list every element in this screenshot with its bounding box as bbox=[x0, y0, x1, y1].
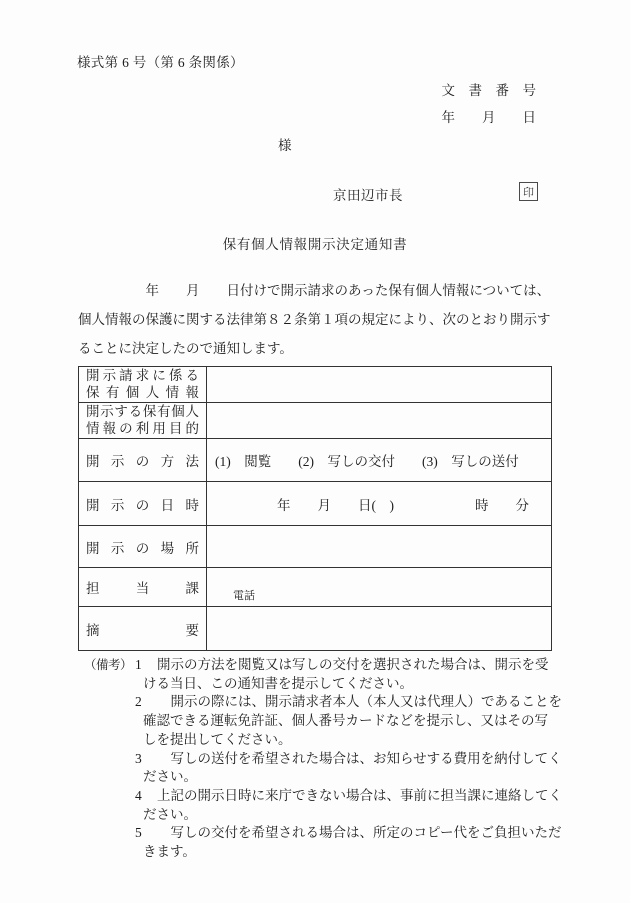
note-number: 1 bbox=[135, 657, 142, 672]
notes-section bbox=[78, 656, 570, 862]
row-value: 年 月 日( ) 時 分 bbox=[207, 482, 552, 526]
row-label: 開示請求に係る 保有個人情報 bbox=[79, 367, 207, 403]
row-label: 開示する保有個人 情報の利用目的 bbox=[79, 403, 207, 439]
note-number: 3 bbox=[135, 750, 142, 766]
note-item bbox=[78, 693, 570, 749]
table-row bbox=[79, 568, 552, 607]
addressee-suffix: 様 bbox=[278, 138, 292, 153]
note-line: しを提出してください。 bbox=[143, 731, 292, 747]
seal-mark: 印 bbox=[519, 182, 538, 201]
note-item bbox=[78, 656, 570, 693]
table-row bbox=[79, 526, 552, 568]
note-number: 5 bbox=[135, 825, 142, 841]
note-number: 2 bbox=[135, 694, 142, 710]
body-line: ることに決定したので通知します。 bbox=[78, 340, 293, 356]
note-item bbox=[78, 787, 570, 824]
date-blank-line: 年 月 日 bbox=[441, 110, 536, 125]
phone-label: 電話 bbox=[233, 590, 255, 602]
table-row bbox=[79, 367, 552, 403]
note-line: 写しの交付を希望される場合は、所定のコピー代をご負担いただ bbox=[157, 825, 562, 841]
note-line: 開示の方法を閲覧又は写しの交付を選択された場合は、開示を受 bbox=[157, 657, 549, 672]
row-value: (1) 閲覧 (2) 写しの交付 (3) 写しの送付 bbox=[207, 439, 552, 482]
body-line: 個人情報の保護に関する法律第８２条第１項の規定により、次のとおり開示す bbox=[78, 311, 551, 327]
row-value bbox=[207, 568, 552, 607]
row-label: 担当課 bbox=[79, 568, 207, 607]
body-line: 年 月 日付けで開示請求のあった保有個人情報については、 bbox=[78, 283, 551, 298]
disclosure-table bbox=[78, 366, 552, 651]
note-line: ださい。 bbox=[143, 769, 197, 785]
row-value bbox=[207, 367, 552, 403]
note-item bbox=[78, 824, 570, 861]
note-number: 4 bbox=[135, 787, 142, 803]
table-row bbox=[79, 482, 552, 526]
note-item bbox=[78, 750, 570, 787]
row-value bbox=[207, 526, 552, 568]
row-label: 開示の場所 bbox=[79, 526, 207, 568]
body-paragraph bbox=[78, 277, 556, 363]
note-line: 写しの送付を希望された場合は、お知らせする費用を納付してく bbox=[157, 750, 562, 766]
table-row bbox=[79, 607, 552, 651]
row-value bbox=[207, 607, 552, 651]
form-number-label: 様式第 6 号（第 6 条関係） bbox=[77, 55, 244, 70]
note-line: きます。 bbox=[143, 844, 196, 860]
note-line: ける当日、この通知書を提示してください。 bbox=[143, 675, 413, 691]
table-row bbox=[79, 439, 552, 482]
note-line: 上記の開示日時に来庁できない場合は、事前に担当課に連絡してく bbox=[157, 787, 562, 803]
note-line: 確認できる運転免許証、個人番号カードなどを提示し、又はその写 bbox=[143, 713, 548, 729]
row-label: 開示の方法 bbox=[79, 439, 207, 482]
row-label: 摘要 bbox=[79, 607, 207, 651]
note-line: ださい。 bbox=[143, 806, 197, 822]
document-title: 保有個人情報開示決定通知書 bbox=[222, 237, 408, 252]
note-line: 開示の際には、開示請求者本人（本人又は代理人）であることを bbox=[157, 694, 562, 710]
row-value bbox=[207, 403, 552, 439]
notes-header: （備考） bbox=[84, 658, 133, 672]
row-label: 開示の日時 bbox=[79, 482, 207, 526]
sender-name: 京田辺市長 bbox=[333, 188, 403, 203]
table-row bbox=[79, 403, 552, 439]
document-number-label: 文 書 番 号 bbox=[441, 83, 536, 98]
